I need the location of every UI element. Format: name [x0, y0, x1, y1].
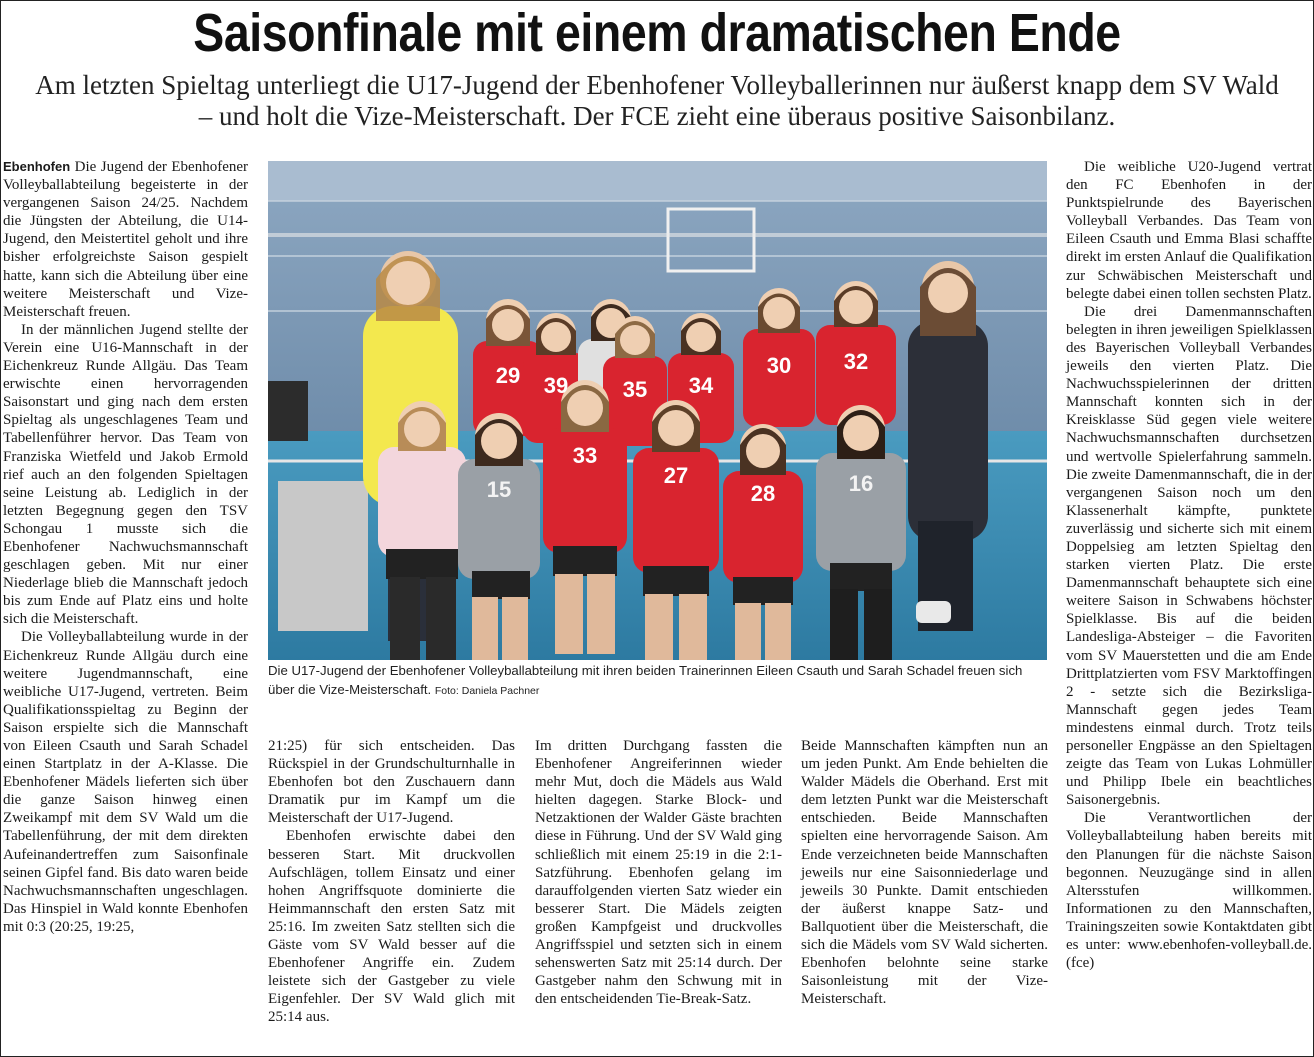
article-column-2	[268, 737, 515, 1027]
jersey-number: 32	[843, 349, 869, 374]
article-column-1	[3, 158, 248, 936]
caption-text: Die U17-Jugend der Ebenhofener Volleyballabteilung mit ihren beiden Trainerinnen Eileen Csauth und Sarah Schadel freuen sich über die Vize-Meisterschaft.	[268, 663, 1023, 697]
jersey-number: 39	[543, 373, 569, 398]
team-photo	[268, 161, 1047, 660]
paragraph-male-youth: In der männlichen Jugend stellte der Verein eine U16-Mannschaft in der Eichenkreuz Runde Allgäu. Das Team erwischte einen hervorragenden Saisonstart und ging nach dem ersten Spieltag als ungeschlagenes Team und Tabellenführer hervor. Das Team von Franziska Wietfeld und Jakob Ermold rief auch an den folgenden Spieltagen seine Leistung ab. Lediglich in der letzten Begegnung gegen den TSV Schongau 1 musste sich die Ebenhofener Nachwuchsmannschaft geschlagen geben. Mit nur einer Niederlage blieb die Mannschaft jedoch bis zum Ende auf Platz eins und holte sich die Meisterschaft.	[3, 321, 248, 628]
jersey-number: 29	[495, 363, 521, 388]
jersey-number: 28	[750, 481, 776, 506]
jersey-number: 35	[622, 377, 648, 402]
article-column-5	[1066, 158, 1312, 972]
headline: Saisonfinale mit einem dramatischen Ende	[193, 3, 1121, 63]
paragraph-intro-text: Die Jugend der Ebenhofener Volleyballabteilung begeisterte in der vergangenen Saison 24/25. Nachdem die Jüngsten der Abteilung, die U14-Jugend, den Meistertitel geholt und ihre bisher erfolgreichste Saison gespielt hatte, kann sich die Abteilung über eine weitere Meisterschaft und Vize-Meisterschaft freuen.	[3, 159, 249, 320]
paragraph-outlook: Die Verantwortlichen der Volleyballabteilung haben bereits mit den Planungen für die nächste Saison begonnen. Neuzugänge sind in allen Altersstufen willkommen. Informationen zu den Mannschaften, Trainingszeiten sowie Kontaktdaten gibt es unter: www.ebenhofen-volleyball.de. (fce)	[1066, 810, 1312, 972]
paragraph-third-set: Im dritten Durchgang fassten die Ebenhofener Angreiferinnen wieder mehr Mut, doch die Mädels aus Wald hielten dagegen. Starke Block- und Netzaktionen der Walder Gäste brachten diese in Führung. Und der SV Wald ging schließlich mit einem 25:19 in die 2:1-Satzführung. Ebenhofen gelang im darauffolgenden vierten Satz wieder ein besserer Start. Die Mädels zeigten großen Kampfgeist und druckvolles Angriffsspiel und setzten sich in einem sehenswerten Satz mit 25:14 durch. Der Gastgeber nahm den Schwung mit in den entscheidenden Tie-Break-Satz.	[535, 738, 782, 1008]
jersey-number: 30	[766, 353, 792, 378]
photo-caption	[268, 661, 1048, 701]
paragraph-u17-continued: 21:25) für sich entscheiden. Das Rückspiel in der Grundschulturnhalle in Ebenhofen bot den Zuschauern dann Dramatik pur im Kampf um die Meisterschaft der U17-Jugend.	[268, 738, 515, 827]
paragraph-first-sets: Ebenhofen erwischte dabei den besseren Start. Mit druckvollen Aufschlägen, tollem Einsatz und einer hohen Angriffsquote dominierte die Heimmannschaft den ersten Satz mit 25:16. Im zweiten Satz stellten sich die Gäste vom SV Wald besser auf die Ebenhofener Angriffe ein. Zudem leistete sich der Gastgeber zu viele Eigenfehler. Der SV Wald glich mit 25:14 aus.	[268, 828, 515, 1026]
jersey-number: 15	[486, 477, 512, 502]
paragraph-u20: Die weibliche U20-Jugend vertrat den FC Ebenhofen in der Punktspielrunde des Bayerischen Volleyball Verbandes. Das Team von Eileen Csauth und Emma Blasi schaffte direkt im ersten Anlauf die Qualifikation zur Schwäbischen Meisterschaft und belegte dabei einen tollen sechsten Platz.	[1066, 159, 1312, 302]
jersey-number: 16	[848, 471, 874, 496]
jersey-number: 33	[572, 443, 598, 468]
paragraph-intro	[3, 158, 248, 321]
subheadline: Am letzten Spieltag unterliegt die U17-Jugend der Ebenhofener Volleyballerinnen nur äußerst knapp dem SV Wald – und holt die Vize-Meisterschaft. Der FCE zieht eine überaus positive Saisonbilanz.	[35, 70, 1279, 131]
paragraph-women-teams: Die drei Damenmannschaften belegten in ihren jeweiligen Spielklassen des Bayerischen Volleyball Verbandes jeweils den vierten Platz. Die Nachwuchsspielerinnen der dritten Mannschaft konnten sich in der Kreisklasse Süd gegen viele weitere Nachwuchsmannschaften durchsetzen und wertvolle Spielerfahrung sammeln. Die zweite Damenmannschaft, die in der vergangenen Saison noch um den Klassenerhalt kämpfte, punktete zuverlässig und sicherte sich mit einem Doppelsieg am letzten Spieltag den starken vierten Platz. Die erste Damenmannschaft behauptete sich eine weitere Saison in Schwabens höchster Spielklasse. Bis auf die beiden Landesliga-Absteiger – die Favoriten vom SV Mauerstetten und die am Ende Drittplatzierten vom FSV Marktoffingen 2 - setzte sich die Bezirksliga-Mannschaft gegen jedes Team mindestens einmal durch. Trotz teils personeller Engpässe an den Spieltagen zeigte das Team von Lukas Lohmüller und Philipp Ibele ein beachtliches Saisonergebnis.	[1066, 303, 1312, 809]
article-column-4	[801, 737, 1048, 1008]
team-photo-illustration	[268, 161, 1047, 660]
photo-credit: Foto: Daniela Pachner	[434, 685, 540, 697]
jersey-number: 27	[663, 463, 689, 488]
jersey-number: 34	[688, 373, 714, 398]
paragraph-tie-break: Beide Mannschaften kämpften nun an um jeden Punkt. Am Ende behielten die Walder Mädels die Oberhand. Erst mit dem letzten Punkt war die Meisterschaft entschieden. Beide Mannschaften spielten eine hervorragende Saison. Am Ende verzeichneten beide Mannschaften jeweils nur eine Saisonniederlage und jeweils 30 Punkte. Damit entschieden der äußerst knappe Satz- und Ballquotient über die Meisterschaft, die sich die Mädels vom SV Wald sicherten. Ebenhofen belohnte seine starke Saisonleistung mit der Vize-Meisterschaft.	[801, 738, 1048, 1008]
dateline: Ebenhofen	[3, 159, 71, 174]
article-column-3	[535, 737, 782, 1008]
paragraph-u17: Die Volleyballabteilung wurde in der Eichenkreuz Runde Allgäu durch eine weitere Jugendmannschaft, eine weibliche U17-Jugend, vertreten. Beim Qualifikationsspieltag zu Beginn der Saison erspielte sich die Mannschaft von Eileen Csauth und Sarah Schadel einen Startplatz in der A-Klasse. Die Ebenhofener Mädels lieferten sich über die ganze Saison hinweg einen Zweikampf mit dem SV Wald um die Tabellenführung, der mit dem direkten Aufeinandertreffen zum Saisonfinale seinen Gipfel fand. Bis dato waren beide Nachwuchsmannschaften ungeschlagen. Das Hinspiel in Wald konnte Ebenhofen mit 0:3 (20:25, 19:25,	[3, 629, 248, 935]
